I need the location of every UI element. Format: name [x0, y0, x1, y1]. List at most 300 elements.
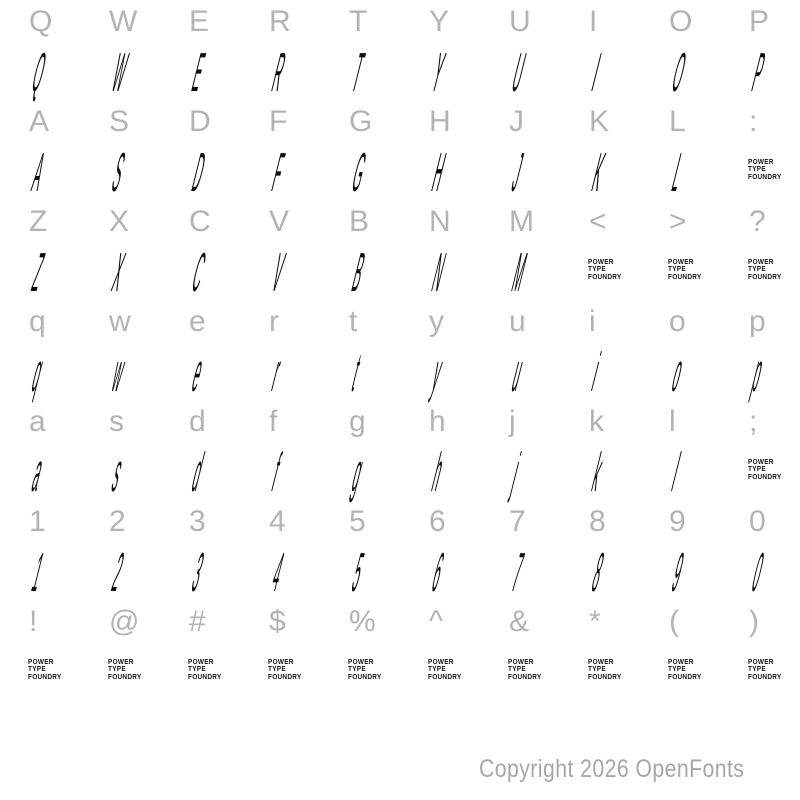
specimen-glyph: f	[267, 441, 286, 503]
reference-char-label: G	[349, 105, 373, 138]
reference-char-label: (	[669, 605, 679, 638]
specimen-glyph: C	[187, 241, 211, 303]
reference-char	[320, 4, 400, 40]
reference-char-label: *	[589, 605, 601, 638]
reference-char-label: t	[349, 305, 358, 338]
reference-char-label: A	[29, 105, 50, 138]
lowercase-qwerty-row-specimen	[0, 340, 800, 403]
placeholder-line: FOUNDRY	[748, 473, 782, 481]
reference-char	[320, 404, 400, 440]
reference-char-label: #	[189, 605, 206, 638]
reference-char	[0, 504, 80, 540]
reference-char-label: F	[269, 105, 288, 138]
placeholder-line: POWER	[268, 658, 294, 666]
specimen-glyph: N	[427, 241, 451, 303]
placeholder-line: FOUNDRY	[748, 673, 782, 681]
placeholder-line: TYPE	[428, 666, 446, 674]
reference-char-label: w	[109, 305, 131, 338]
missing-glyph-cell	[0, 659, 80, 682]
copyright-text: Copyright 2026 OpenFonts	[479, 755, 745, 783]
reference-char	[640, 304, 720, 340]
reference-char-label: U	[509, 5, 531, 38]
specimen-glyph: 6	[427, 541, 449, 603]
reference-char-label: N	[429, 205, 451, 238]
reference-char	[0, 304, 80, 340]
reference-char-label: u	[509, 305, 526, 338]
reference-char	[400, 504, 480, 540]
specimen-glyph-cell	[160, 241, 240, 303]
specimen-glyph: t	[347, 341, 366, 403]
specimen-glyph-cell	[0, 441, 80, 503]
missing-glyph-cell	[720, 159, 800, 182]
specimen-glyph: G	[347, 141, 372, 203]
reference-char	[80, 404, 160, 440]
reference-char-label: d	[189, 405, 206, 438]
specimen-glyph: H	[427, 141, 451, 203]
specimen-glyph-cell	[400, 341, 480, 403]
reference-char	[400, 4, 480, 40]
reference-char-label: e	[189, 305, 206, 338]
specimen-glyph: h	[427, 441, 449, 503]
reference-char-label: 4	[269, 505, 286, 538]
missing-glyph-cell	[160, 659, 240, 682]
placeholder-line: POWER	[588, 658, 614, 666]
reference-char	[480, 504, 560, 540]
specimen-glyph: s	[107, 441, 129, 503]
specimen-glyph: k	[587, 441, 609, 503]
placeholder-line: TYPE	[748, 466, 766, 474]
symbols-row-reference	[0, 600, 800, 640]
specimen-glyph: j	[507, 441, 526, 503]
specimen-glyph-cell	[80, 141, 160, 203]
reference-char-label: Z	[29, 205, 48, 238]
placeholder-line: TYPE	[668, 666, 686, 674]
specimen-glyph: i	[587, 341, 606, 403]
reference-char	[240, 4, 320, 40]
specimen-glyph: d	[187, 441, 209, 503]
reference-char	[80, 104, 160, 140]
specimen-glyph: w	[107, 341, 131, 403]
placeholder-line: POWER	[748, 158, 774, 166]
missing-glyph-placeholder	[668, 659, 716, 682]
reference-char-label: a	[29, 405, 46, 438]
specimen-glyph-cell	[640, 341, 720, 403]
placeholder-line: TYPE	[508, 666, 526, 674]
specimen-glyph: 8	[587, 541, 609, 603]
missing-glyph-cell	[720, 659, 800, 682]
reference-char	[560, 4, 640, 40]
reference-char-label: T	[349, 5, 368, 38]
specimen-glyph-cell	[80, 441, 160, 503]
specimen-glyph: l	[667, 441, 686, 503]
reference-char	[80, 204, 160, 240]
specimen-glyph: 5	[347, 541, 369, 603]
specimen-glyph-cell	[480, 41, 560, 103]
placeholder-line: POWER	[668, 258, 694, 266]
reference-char	[480, 304, 560, 340]
reference-char	[0, 4, 80, 40]
reference-char	[240, 504, 320, 540]
reference-char	[320, 304, 400, 340]
specimen-glyph: Q	[27, 41, 52, 103]
reference-char-label: k	[589, 405, 604, 438]
reference-char-label: L	[669, 105, 686, 138]
specimen-glyph-cell	[480, 241, 560, 303]
reference-char	[320, 504, 400, 540]
specimen-glyph: E	[187, 41, 211, 103]
specimen-glyph-cell	[560, 41, 640, 103]
reference-char-label: p	[749, 305, 766, 338]
reference-char-label: i	[589, 305, 596, 338]
missing-glyph-placeholder	[748, 459, 796, 482]
specimen-glyph-cell	[80, 41, 160, 103]
specimen-glyph: e	[187, 341, 209, 403]
missing-glyph-cell	[720, 459, 800, 482]
specimen-glyph-cell	[0, 341, 80, 403]
specimen-glyph-cell	[320, 541, 400, 603]
placeholder-line: TYPE	[28, 666, 46, 674]
reference-char	[80, 4, 160, 40]
placeholder-line: FOUNDRY	[668, 673, 702, 681]
specimen-glyph: A	[27, 141, 51, 203]
missing-glyph-cell	[240, 659, 320, 682]
placeholder-line: FOUNDRY	[348, 673, 382, 681]
specimen-glyph-cell	[320, 241, 400, 303]
specimen-glyph-cell	[160, 341, 240, 403]
placeholder-line: TYPE	[188, 666, 206, 674]
specimen-glyph: Z	[27, 241, 50, 303]
specimen-glyph: D	[187, 141, 211, 203]
reference-char-label: l	[669, 405, 676, 438]
reference-char-label: >	[669, 205, 687, 238]
specimen-glyph: Y	[427, 41, 451, 103]
missing-glyph-placeholder	[348, 659, 396, 682]
placeholder-line: POWER	[28, 658, 54, 666]
reference-char	[240, 604, 320, 640]
specimen-glyph: u	[507, 341, 529, 403]
missing-glyph-placeholder	[508, 659, 556, 682]
reference-char	[640, 404, 720, 440]
reference-char-label: ^	[429, 605, 444, 638]
reference-char-label: S	[109, 105, 130, 138]
specimen-glyph: o	[667, 341, 689, 403]
specimen-glyph: P	[747, 41, 771, 103]
reference-char	[320, 204, 400, 240]
missing-glyph-placeholder	[748, 259, 796, 282]
placeholder-line: TYPE	[348, 666, 366, 674]
reference-char-label: 3	[189, 505, 206, 538]
reference-char-label: Y	[429, 5, 450, 38]
placeholder-line: TYPE	[268, 666, 286, 674]
reference-char-label: )	[749, 605, 759, 638]
reference-char	[720, 204, 800, 240]
reference-char-label: M	[509, 205, 534, 238]
reference-char-label: ?	[749, 205, 766, 238]
reference-char	[720, 4, 800, 40]
specimen-glyph-cell	[320, 441, 400, 503]
specimen-glyph-cell	[320, 41, 400, 103]
specimen-glyph: 4	[267, 541, 289, 603]
placeholder-line: POWER	[428, 658, 454, 666]
specimen-glyph-cell	[640, 441, 720, 503]
placeholder-line: FOUNDRY	[668, 273, 702, 281]
specimen-glyph-cell	[640, 541, 720, 603]
specimen-glyph-cell	[240, 341, 320, 403]
placeholder-line: FOUNDRY	[508, 673, 542, 681]
reference-char	[400, 304, 480, 340]
specimen-glyph: M	[507, 241, 532, 303]
missing-glyph-cell	[640, 659, 720, 682]
specimen-glyph-cell	[560, 141, 640, 203]
reference-char-label: D	[189, 105, 211, 138]
specimen-glyph-cell	[160, 441, 240, 503]
specimen-glyph-cell	[480, 341, 560, 403]
placeholder-line: FOUNDRY	[28, 673, 62, 681]
uppercase-bottom-row-reference	[0, 200, 800, 240]
placeholder-line: POWER	[588, 258, 614, 266]
specimen-glyph: X	[107, 241, 131, 303]
reference-char-label: g	[349, 405, 366, 438]
specimen-glyph: B	[347, 241, 371, 303]
reference-char-label: y	[429, 305, 444, 338]
missing-glyph-placeholder	[588, 659, 636, 682]
reference-char	[560, 504, 640, 540]
specimen-glyph: r	[267, 341, 287, 403]
reference-char	[560, 604, 640, 640]
reference-char-label: P	[749, 5, 770, 38]
specimen-glyph-cell	[80, 541, 160, 603]
specimen-glyph: S	[107, 141, 131, 203]
specimen-glyph-cell	[720, 341, 800, 403]
reference-char	[560, 104, 640, 140]
reference-char-label: K	[589, 105, 610, 138]
placeholder-line: POWER	[188, 658, 214, 666]
reference-char	[160, 604, 240, 640]
specimen-glyph-cell	[400, 541, 480, 603]
reference-char-label: 9	[669, 505, 686, 538]
lowercase-home-row-reference	[0, 400, 800, 440]
specimen-glyph: 0	[747, 541, 769, 603]
reference-char-label: 7	[509, 505, 526, 538]
reference-char	[0, 404, 80, 440]
reference-char-label: @	[109, 605, 140, 638]
reference-char-label: J	[509, 105, 524, 138]
missing-glyph-placeholder	[668, 259, 716, 282]
reference-char-label: q	[29, 305, 46, 338]
reference-char-label: R	[269, 5, 291, 38]
reference-char	[640, 504, 720, 540]
placeholder-line: FOUNDRY	[588, 673, 622, 681]
specimen-glyph: g	[347, 441, 369, 503]
missing-glyph-cell	[80, 659, 160, 682]
specimen-glyph: K	[587, 141, 611, 203]
specimen-glyph: V	[267, 241, 291, 303]
reference-char	[240, 204, 320, 240]
reference-char-label: 8	[589, 505, 606, 538]
missing-glyph-cell	[560, 259, 640, 282]
uppercase-home-row-specimen	[0, 140, 800, 203]
missing-glyph-placeholder	[108, 659, 156, 682]
placeholder-line: TYPE	[108, 666, 126, 674]
placeholder-line: POWER	[348, 658, 374, 666]
specimen-glyph-cell	[400, 141, 480, 203]
reference-char	[560, 404, 640, 440]
placeholder-line: POWER	[748, 258, 774, 266]
uppercase-home-row-reference	[0, 100, 800, 140]
missing-glyph-placeholder	[588, 259, 636, 282]
missing-glyph-placeholder	[188, 659, 236, 682]
reference-char-label: E	[189, 5, 210, 38]
reference-char	[160, 404, 240, 440]
specimen-glyph-cell	[320, 341, 400, 403]
placeholder-line: FOUNDRY	[588, 273, 622, 281]
reference-char	[320, 104, 400, 140]
reference-char	[720, 404, 800, 440]
reference-char	[400, 104, 480, 140]
reference-char	[720, 304, 800, 340]
specimen-glyph: 3	[187, 541, 209, 603]
reference-char-label: B	[349, 205, 370, 238]
placeholder-line: POWER	[748, 658, 774, 666]
specimen-glyph-cell	[640, 41, 720, 103]
reference-char	[560, 204, 640, 240]
reference-char	[560, 304, 640, 340]
reference-char	[160, 104, 240, 140]
specimen-glyph-cell	[240, 441, 320, 503]
uppercase-qwerty-row-reference	[0, 0, 800, 40]
reference-char-label: :	[749, 105, 758, 138]
reference-char-label: 6	[429, 505, 446, 538]
uppercase-bottom-row-specimen	[0, 240, 800, 303]
placeholder-line: FOUNDRY	[428, 673, 462, 681]
reference-char	[640, 604, 720, 640]
placeholder-line: TYPE	[748, 666, 766, 674]
reference-char-label: s	[109, 405, 124, 438]
specimen-glyph: U	[507, 41, 531, 103]
reference-char	[640, 4, 720, 40]
specimen-glyph: 7	[507, 541, 529, 603]
specimen-glyph-cell	[0, 141, 80, 203]
reference-char	[640, 204, 720, 240]
reference-char	[160, 304, 240, 340]
reference-char	[240, 304, 320, 340]
specimen-glyph: O	[667, 41, 692, 103]
missing-glyph-cell	[560, 659, 640, 682]
reference-char-label: 1	[29, 505, 46, 538]
specimen-glyph-cell	[400, 241, 480, 303]
specimen-glyph: 2	[107, 541, 129, 603]
reference-char	[240, 404, 320, 440]
missing-glyph-cell	[480, 659, 560, 682]
reference-char	[80, 604, 160, 640]
reference-char	[640, 104, 720, 140]
specimen-glyph-cell	[240, 41, 320, 103]
uppercase-qwerty-row-specimen	[0, 40, 800, 103]
reference-char	[320, 604, 400, 640]
digits-row-specimen	[0, 540, 800, 603]
specimen-glyph-cell	[240, 141, 320, 203]
reference-char-label: V	[269, 205, 290, 238]
specimen-glyph-cell	[400, 41, 480, 103]
reference-char-label: O	[669, 5, 693, 38]
reference-char	[400, 404, 480, 440]
reference-char	[0, 104, 80, 140]
specimen-glyph-cell	[480, 141, 560, 203]
reference-char	[720, 504, 800, 540]
reference-char	[80, 504, 160, 540]
specimen-glyph: q	[27, 341, 49, 403]
specimen-glyph-cell	[0, 541, 80, 603]
reference-char	[0, 604, 80, 640]
specimen-glyph: J	[507, 141, 529, 203]
placeholder-line: POWER	[108, 658, 134, 666]
reference-char	[160, 204, 240, 240]
specimen-glyph: 1	[27, 541, 49, 603]
specimen-glyph-cell	[160, 41, 240, 103]
specimen-glyph-cell	[0, 241, 80, 303]
specimen-glyph: L	[667, 141, 689, 203]
reference-char	[240, 104, 320, 140]
specimen-glyph: y	[427, 341, 449, 403]
specimen-glyph: W	[107, 41, 134, 103]
reference-char	[720, 104, 800, 140]
reference-char	[400, 204, 480, 240]
reference-char-label: I	[589, 5, 598, 38]
reference-char	[480, 604, 560, 640]
reference-char	[0, 204, 80, 240]
specimen-glyph: p	[747, 341, 769, 403]
missing-glyph-cell	[400, 659, 480, 682]
specimen-glyph-cell	[240, 541, 320, 603]
lowercase-home-row-specimen	[0, 440, 800, 503]
placeholder-line: FOUNDRY	[108, 673, 142, 681]
reference-char-label: f	[269, 405, 278, 438]
specimen-glyph-cell	[240, 241, 320, 303]
specimen-glyph-cell	[640, 141, 720, 203]
reference-char	[480, 4, 560, 40]
specimen-glyph-cell	[160, 541, 240, 603]
placeholder-line: POWER	[748, 458, 774, 466]
missing-glyph-placeholder	[28, 659, 76, 682]
missing-glyph-placeholder	[748, 159, 796, 182]
reference-char-label: C	[189, 205, 211, 238]
lowercase-qwerty-row-reference	[0, 300, 800, 340]
reference-char-label: $	[269, 605, 286, 638]
reference-char-label: <	[589, 205, 607, 238]
specimen-glyph-cell	[480, 441, 560, 503]
specimen-glyph-cell	[720, 41, 800, 103]
reference-char-label: o	[669, 305, 686, 338]
reference-char	[80, 304, 160, 340]
specimen-glyph: R	[267, 41, 291, 103]
symbols-row-specimen	[0, 640, 800, 700]
specimen-glyph-cell	[560, 541, 640, 603]
specimen-glyph-cell	[560, 441, 640, 503]
specimen-glyph-cell	[80, 241, 160, 303]
reference-char	[480, 204, 560, 240]
reference-char-label: 5	[349, 505, 366, 538]
missing-glyph-cell	[320, 659, 400, 682]
placeholder-line: FOUNDRY	[188, 673, 222, 681]
specimen-glyph-cell	[0, 41, 80, 103]
placeholder-line: POWER	[508, 658, 534, 666]
missing-glyph-cell	[720, 259, 800, 282]
reference-char	[400, 604, 480, 640]
specimen-glyph-cell	[720, 541, 800, 603]
reference-char-label: j	[509, 405, 516, 438]
missing-glyph-placeholder	[268, 659, 316, 682]
reference-char-label: H	[429, 105, 451, 138]
